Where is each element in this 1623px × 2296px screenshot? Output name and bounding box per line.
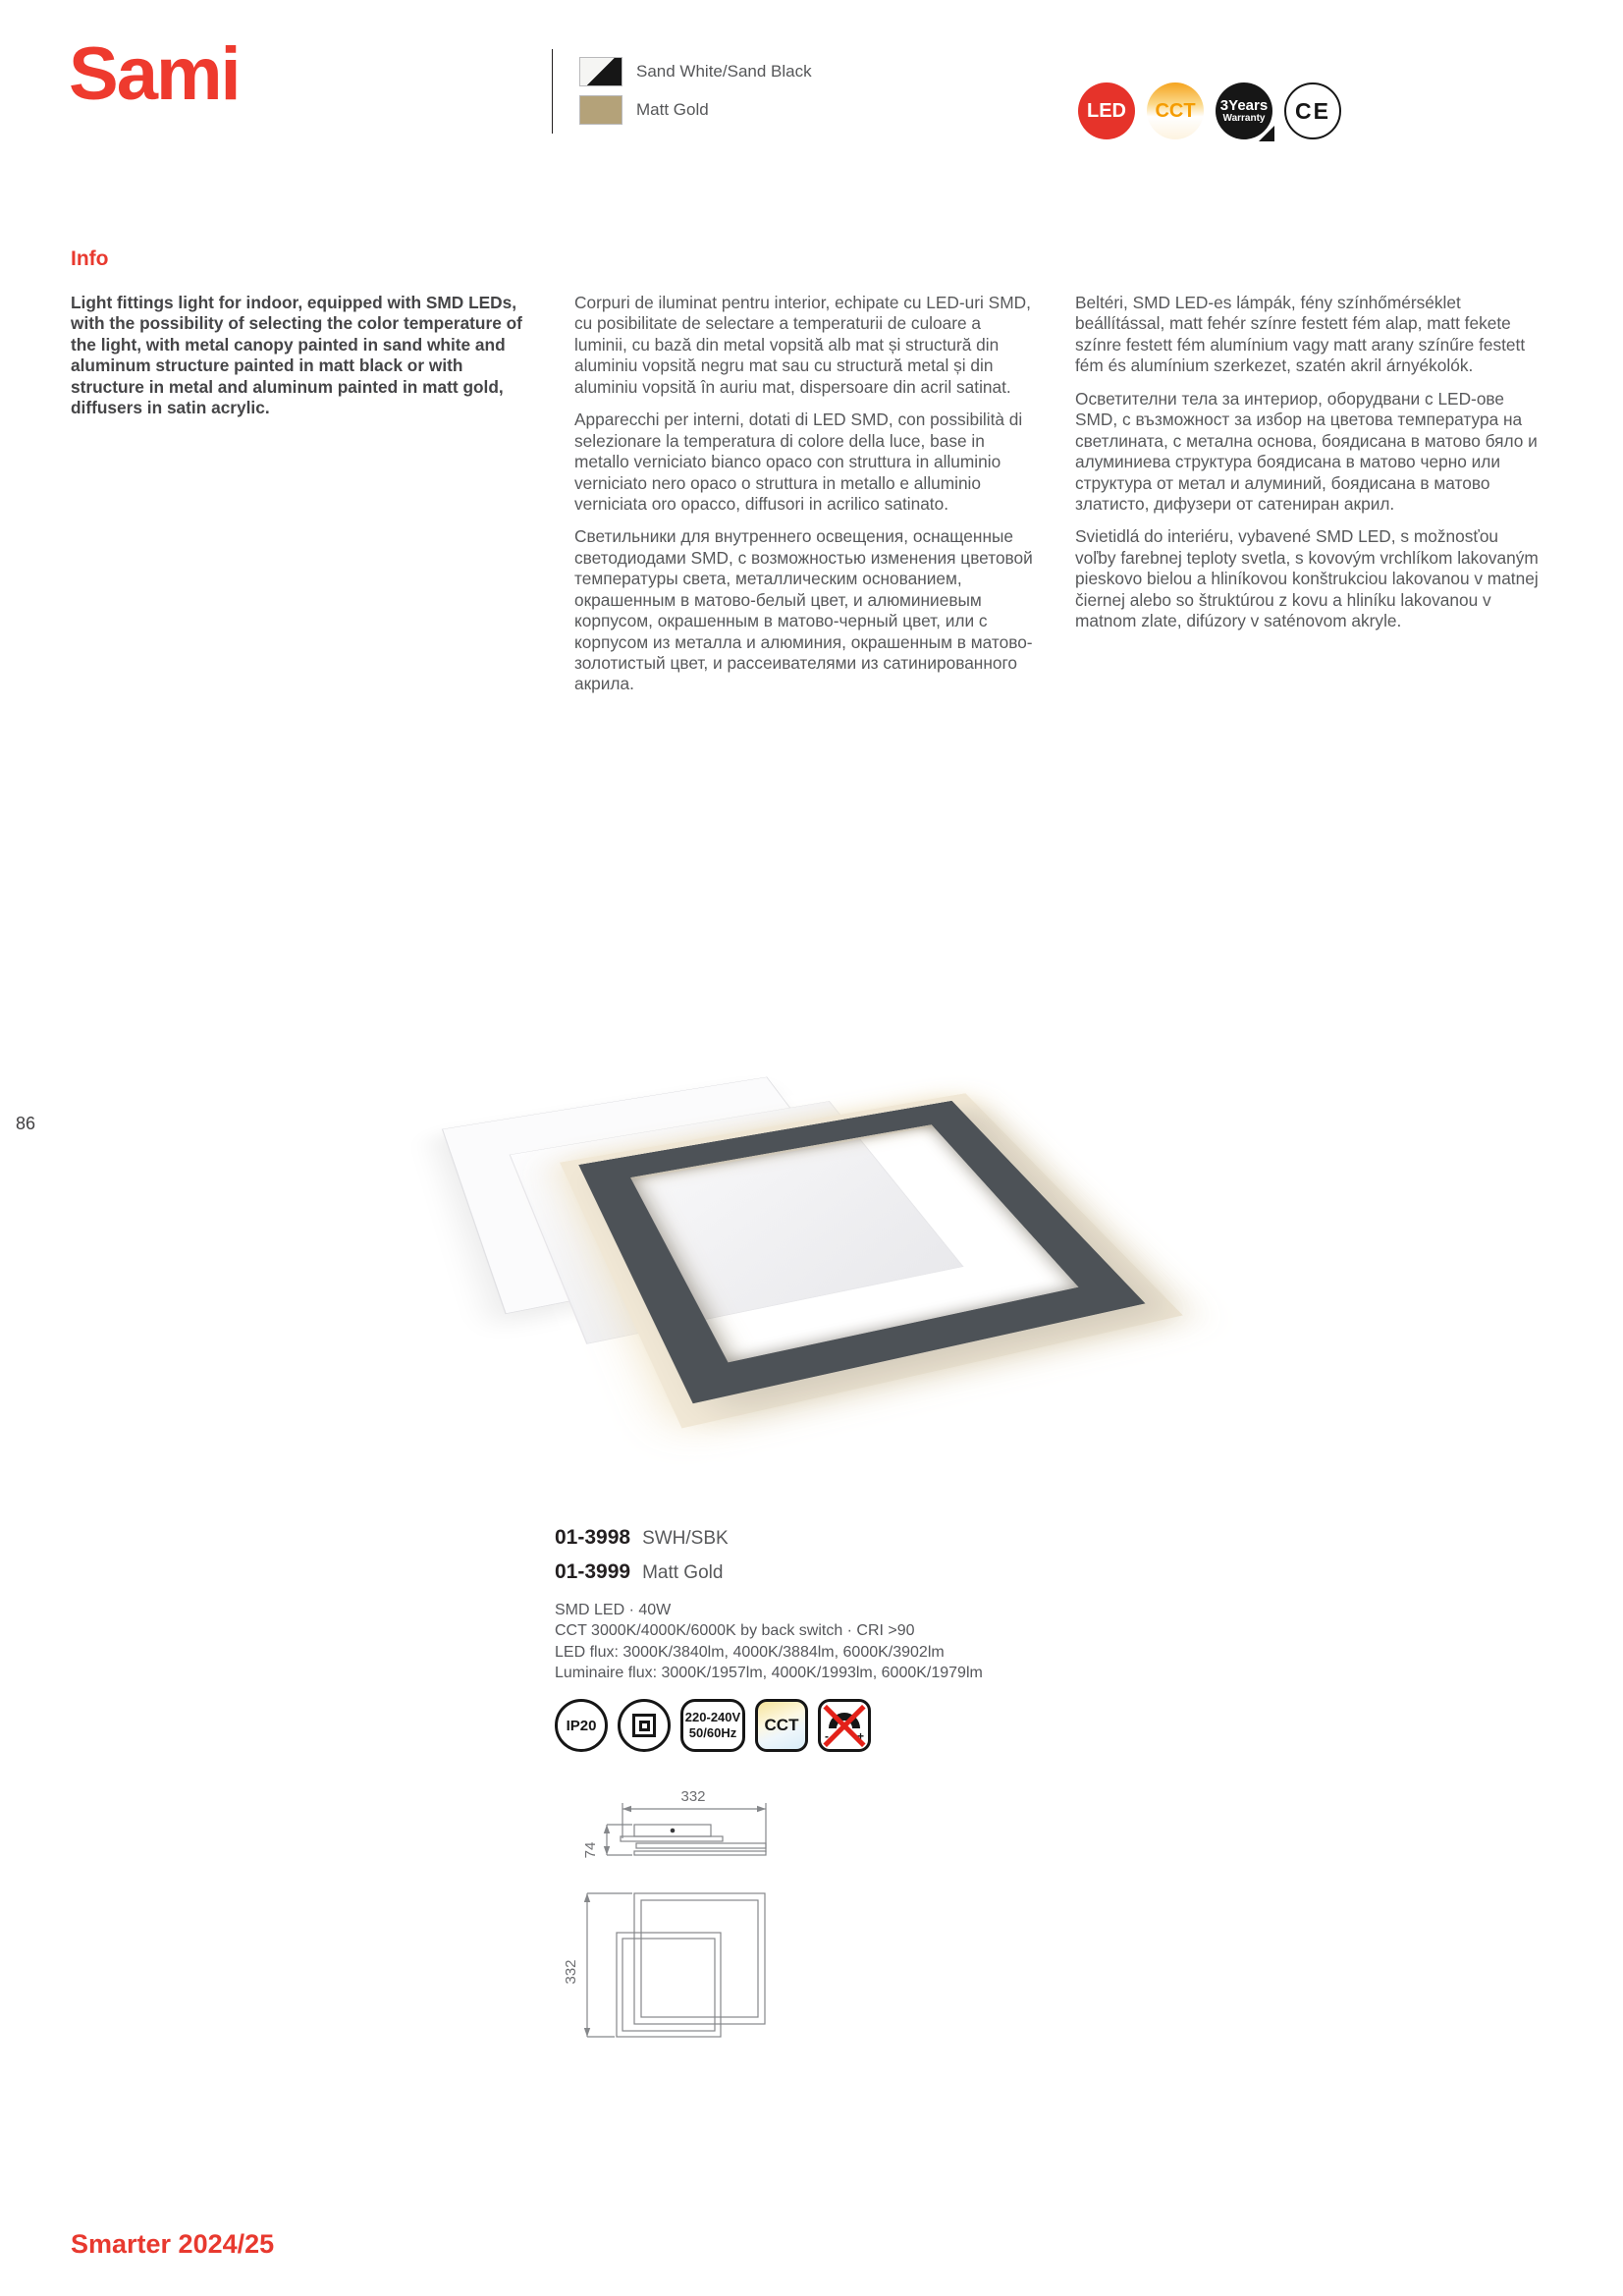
info-column-middle	[574, 293, 1038, 707]
ip20-label: IP20	[566, 1717, 597, 1734]
class2-insulation-icon	[618, 1699, 671, 1752]
info-heading: Info	[71, 247, 109, 270]
paragraph-bulgarian: Осветителни тела за интериор, оборудвани с LED-ове SMD, с възможност за избор на цветова температура на светлината, с метална основа, боядисана в матово бяло и алуминиева структура боядисана в матово черно или структура от метал и алуминий, боядисана в матово златисто, дифузери от сатениран акрил.	[1075, 388, 1538, 514]
red-cross-icon	[821, 1702, 868, 1749]
product-code: 01-3998	[555, 1526, 631, 1549]
class2-inner-square	[639, 1721, 650, 1731]
info-column-right	[1075, 293, 1539, 644]
spec-line: Luminaire flux: 3000K/1957lm, 4000K/1993lm, 6000K/1979lm	[555, 1664, 983, 1681]
ip20-icon	[555, 1699, 608, 1752]
finish-label: Matt Gold	[636, 100, 709, 119]
warranty-years-label: 3Years	[1219, 96, 1269, 114]
product-finish: SWH/SBK	[642, 1528, 729, 1549]
product-name: Sami	[69, 32, 240, 116]
paragraph-italian: Apparecchi per interni, dotati di LED SMD, con possibilità di selezionare la temperatura di colore della luce, base in metallo verniciato bianco opaco con struttura in alluminio verniciato nero opaco o struttura in metallo e alluminio verniciata oro opacco, diffusori in acrilico satinato.	[574, 410, 1023, 514]
dimension-width-label: 332	[680, 1788, 706, 1805]
minus-sign: -	[825, 1728, 829, 1743]
not-dimmable-icon	[818, 1699, 871, 1752]
product-finish: Matt Gold	[642, 1562, 724, 1583]
product-photo	[481, 1002, 1149, 1463]
spec-list	[555, 1600, 983, 1683]
class2-outer-square	[632, 1714, 656, 1737]
code-row	[555, 1560, 983, 1584]
product-code: 01-3999	[555, 1560, 631, 1583]
spec-line: SMD LED · 40W	[555, 1602, 672, 1618]
header-divider	[552, 49, 553, 134]
cct-badge-icon	[1147, 82, 1204, 139]
paragraph-hungarian: Beltéri, SMD LED-es lámpák, fény színhőmérséklet beállítással, matt fehér színre festett fém alap, matt fekete színre festett fém alumínium vagy matt arany színűre festett fém és alumínium szerkezet, szatén akril árnyékolók.	[1075, 293, 1526, 376]
finish-row	[579, 95, 812, 125]
ce-badge-icon	[1284, 82, 1341, 139]
sand-white-sand-black-swatch-icon	[579, 57, 622, 86]
plus-sign: +	[856, 1728, 864, 1743]
led-badge-label: LED	[1087, 99, 1126, 122]
ce-badge-label: CE	[1295, 97, 1330, 124]
cct-switch-icon	[755, 1699, 808, 1752]
matt-gold-swatch-icon	[579, 95, 622, 125]
finish-legend	[579, 57, 812, 125]
certification-badges	[1078, 82, 1341, 139]
lamp-perspective-plane	[491, 1075, 1203, 1464]
dimension-depth-label: 332	[563, 1959, 579, 1985]
paragraph-slovak: Svietidlá do interiéru, vybavené SMD LED, s možnosťou voľby farebnej teploty svetla, s kovovým vrchlíkom lakovaným pieskovo bielou a hliníkovou konštrukciou lakovanou v matnej čiernej alebo so štruktúrou z kovu a hliníku lakovanou v matnom zlate, difúzory v saténovom akryle.	[1075, 526, 1539, 631]
finish-label: Sand White/Sand Black	[636, 62, 812, 81]
footer-edition: Smarter 2024/25	[71, 2229, 275, 2259]
paragraph-english: Light fittings light for indoor, equipped with SMD LEDs, with the possibility of selecting the color temperature of the light, with metal canopy painted in sand white and aluminum structure painted in matt black or with structure in metal and aluminum painted in matt gold, diffusers in satin acrylic.	[71, 293, 522, 418]
warranty-badge-icon	[1216, 82, 1272, 139]
technical-drawing	[548, 1783, 813, 2078]
spec-line: CCT 3000K/4000K/6000K by back switch · CRI >90	[555, 1622, 915, 1640]
page-number: 86	[16, 1114, 36, 1133]
cct-label: CCT	[764, 1716, 799, 1734]
led-badge-icon	[1078, 82, 1135, 139]
paragraph-romanian: Corpuri de iluminat pentru interior, echipate cu LED-uri SMD, cu posibilitate de selectare a temperaturii de culoare a luminii, cu bază din metal vopsită alb mat și structură din aluminiu vopsită negru mat sau cu structură metal și din aluminiu vopsită în auriu mat, dispersoare din acril satinat.	[574, 293, 1031, 397]
spec-line: LED flux: 3000K/3840lm, 4000K/3884lm, 6000K/3902lm	[555, 1643, 945, 1661]
voltage-label: 220-240V	[684, 1709, 741, 1724]
voltage-icon	[680, 1699, 745, 1752]
code-row	[555, 1526, 983, 1550]
cct-badge-label: CCT	[1155, 99, 1196, 122]
paragraph-russian: Светильники для внутреннего освещения, оснащенные светодиодами SMD, с возможностью изменения цветовой температуры света, металлическим основанием, окрашенным в матово-белый цвет, и алюминиевым корпусом, окрашенным в матово-черный цвет, или с корпусом из металла и алюминия, окрашенным в матово-золотистый цвет, и рассеивателями из сатинированного акрила.	[574, 526, 1033, 694]
dimension-height-label: 74	[582, 1841, 599, 1859]
warranty-label: Warranty	[1222, 112, 1266, 124]
product-details	[555, 1526, 983, 1683]
info-column-english	[71, 293, 534, 431]
finish-row	[579, 57, 812, 86]
cert-icon-row	[555, 1699, 871, 1752]
frequency-label: 50/60Hz	[688, 1725, 737, 1740]
